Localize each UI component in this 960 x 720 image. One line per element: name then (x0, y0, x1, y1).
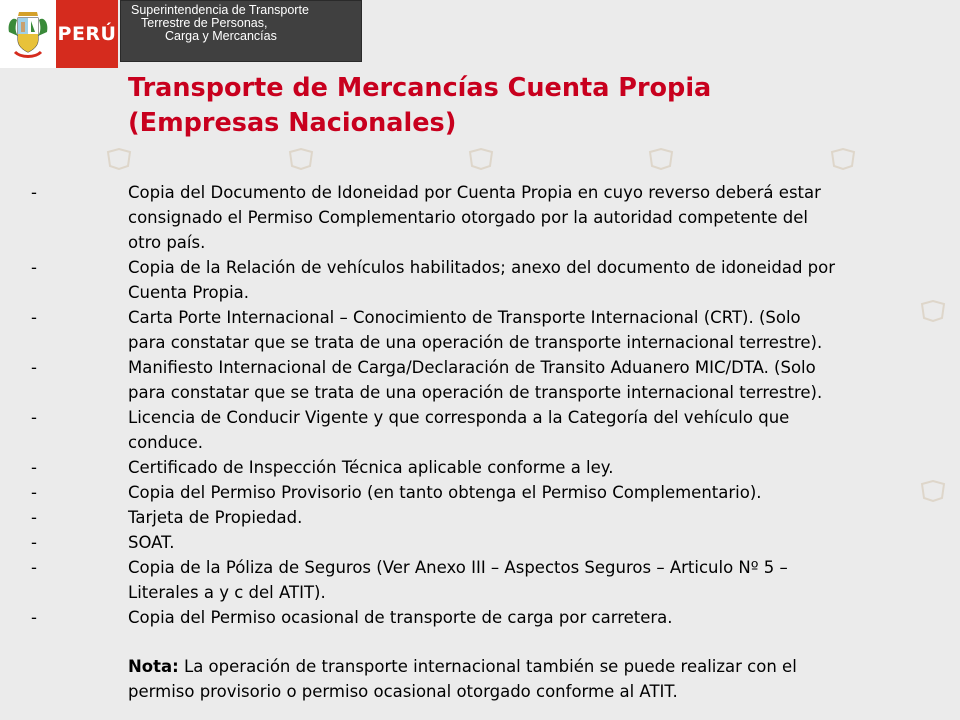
requirement-line: Tarjeta de Propiedad. (128, 508, 303, 527)
bullet-dash: - (31, 408, 37, 427)
bullet-dash: - (31, 508, 37, 527)
bullet-dash: - (31, 558, 37, 577)
requirement-line: conduce. (128, 433, 204, 452)
requirement-text (128, 530, 943, 555)
agency-line: Terrestre de Personas, (141, 16, 268, 30)
title-line: Transporte de Mercancías Cuenta Propia (128, 73, 712, 103)
requirement-text (128, 505, 943, 530)
requirement-text (128, 355, 943, 405)
requirements-list (0, 180, 960, 630)
requirement-line: otro país. (128, 233, 206, 252)
bullet-dash: - (31, 458, 37, 477)
requirement-line: para constatar que se trata de una operación de transporte internacional terrestre). (128, 383, 823, 402)
requirement-line: Manifiesto Internacional de Carga/Declaración de Transito Aduanero MIC/DTA. (Solo (128, 358, 816, 377)
coat-of-arms-icon (0, 0, 56, 68)
agency-line: Carga y Mercancías (165, 29, 277, 43)
note-line: permiso provisorio o permiso ocasional otorgado conforme al ATIT. (128, 682, 678, 701)
requirement-text (128, 480, 943, 505)
requirement-item (0, 305, 960, 355)
agency-header (120, 0, 362, 62)
requirement-item (0, 255, 960, 305)
requirement-line: Cuenta Propia. (128, 283, 250, 302)
requirement-item (0, 355, 960, 405)
requirement-line: Literales a y c del ATIT). (128, 583, 326, 602)
requirement-line: Certificado de Inspección Técnica aplicable conforme a ley. (128, 458, 614, 477)
requirement-item (0, 480, 960, 505)
requirement-item (0, 455, 960, 480)
watermark-icon (830, 148, 856, 170)
requirement-item (0, 180, 960, 255)
note-label: Nota: (128, 657, 179, 676)
requirement-line: Copia del Permiso Provisorio (en tanto obtenga el Permiso Complementario). (128, 483, 762, 502)
requirement-item (0, 405, 960, 455)
requirement-line: Copia de la Póliza de Seguros (Ver Anexo III – Aspectos Seguros – Articulo Nº 5 – (128, 558, 788, 577)
note-line (128, 654, 943, 679)
requirement-line: SOAT. (128, 533, 175, 552)
requirement-item (0, 605, 960, 630)
bullet-dash: - (31, 358, 37, 377)
note (128, 654, 943, 704)
peru-logo (0, 0, 118, 68)
requirement-item (0, 505, 960, 530)
requirement-item (0, 530, 960, 555)
requirement-line: Carta Porte Internacional – Conocimiento de Transporte Internacional (CRT). (Solo (128, 308, 801, 327)
bullet-dash: - (31, 533, 37, 552)
requirement-line: Licencia de Conducir Vigente y que corresponda a la Categoría del vehículo que (128, 408, 790, 427)
bullet-dash: - (31, 258, 37, 277)
requirement-text (128, 555, 943, 605)
requirement-line: Copia del Documento de Idoneidad por Cuenta Propia en cuyo reverso deberá estar (128, 183, 821, 202)
watermark-icon (288, 148, 314, 170)
bullet-dash: - (31, 183, 37, 202)
note-text: La operación de transporte internacional también se puede realizar con el (178, 657, 797, 676)
agency-line: Superintendencia de Transporte (131, 3, 309, 17)
requirement-line: Copia de la Relación de vehículos habilitados; anexo del documento de idoneidad por (128, 258, 836, 277)
logo-country-label: PERÚ (56, 0, 118, 68)
bullet-dash: - (31, 483, 37, 502)
watermark-icon (106, 148, 132, 170)
requirement-text (128, 455, 943, 480)
requirement-line: consignado el Permiso Complementario otorgado por la autoridad competente del (128, 208, 809, 227)
watermark-icon (468, 148, 494, 170)
requirement-text (128, 605, 943, 630)
requirement-text (128, 255, 943, 305)
requirement-item (0, 555, 960, 605)
requirement-text (128, 305, 943, 355)
requirement-line: para constatar que se trata de una operación de transporte internacional terrestre). (128, 333, 823, 352)
title-line: (Empresas Nacionales) (128, 108, 457, 138)
requirement-text (128, 405, 943, 455)
requirement-text (128, 180, 943, 255)
requirement-line: Copia del Permiso ocasional de transporte de carga por carretera. (128, 608, 673, 627)
bullet-dash: - (31, 308, 37, 327)
slide-title (128, 71, 711, 141)
bullet-dash: - (31, 608, 37, 627)
watermark-icon (648, 148, 674, 170)
